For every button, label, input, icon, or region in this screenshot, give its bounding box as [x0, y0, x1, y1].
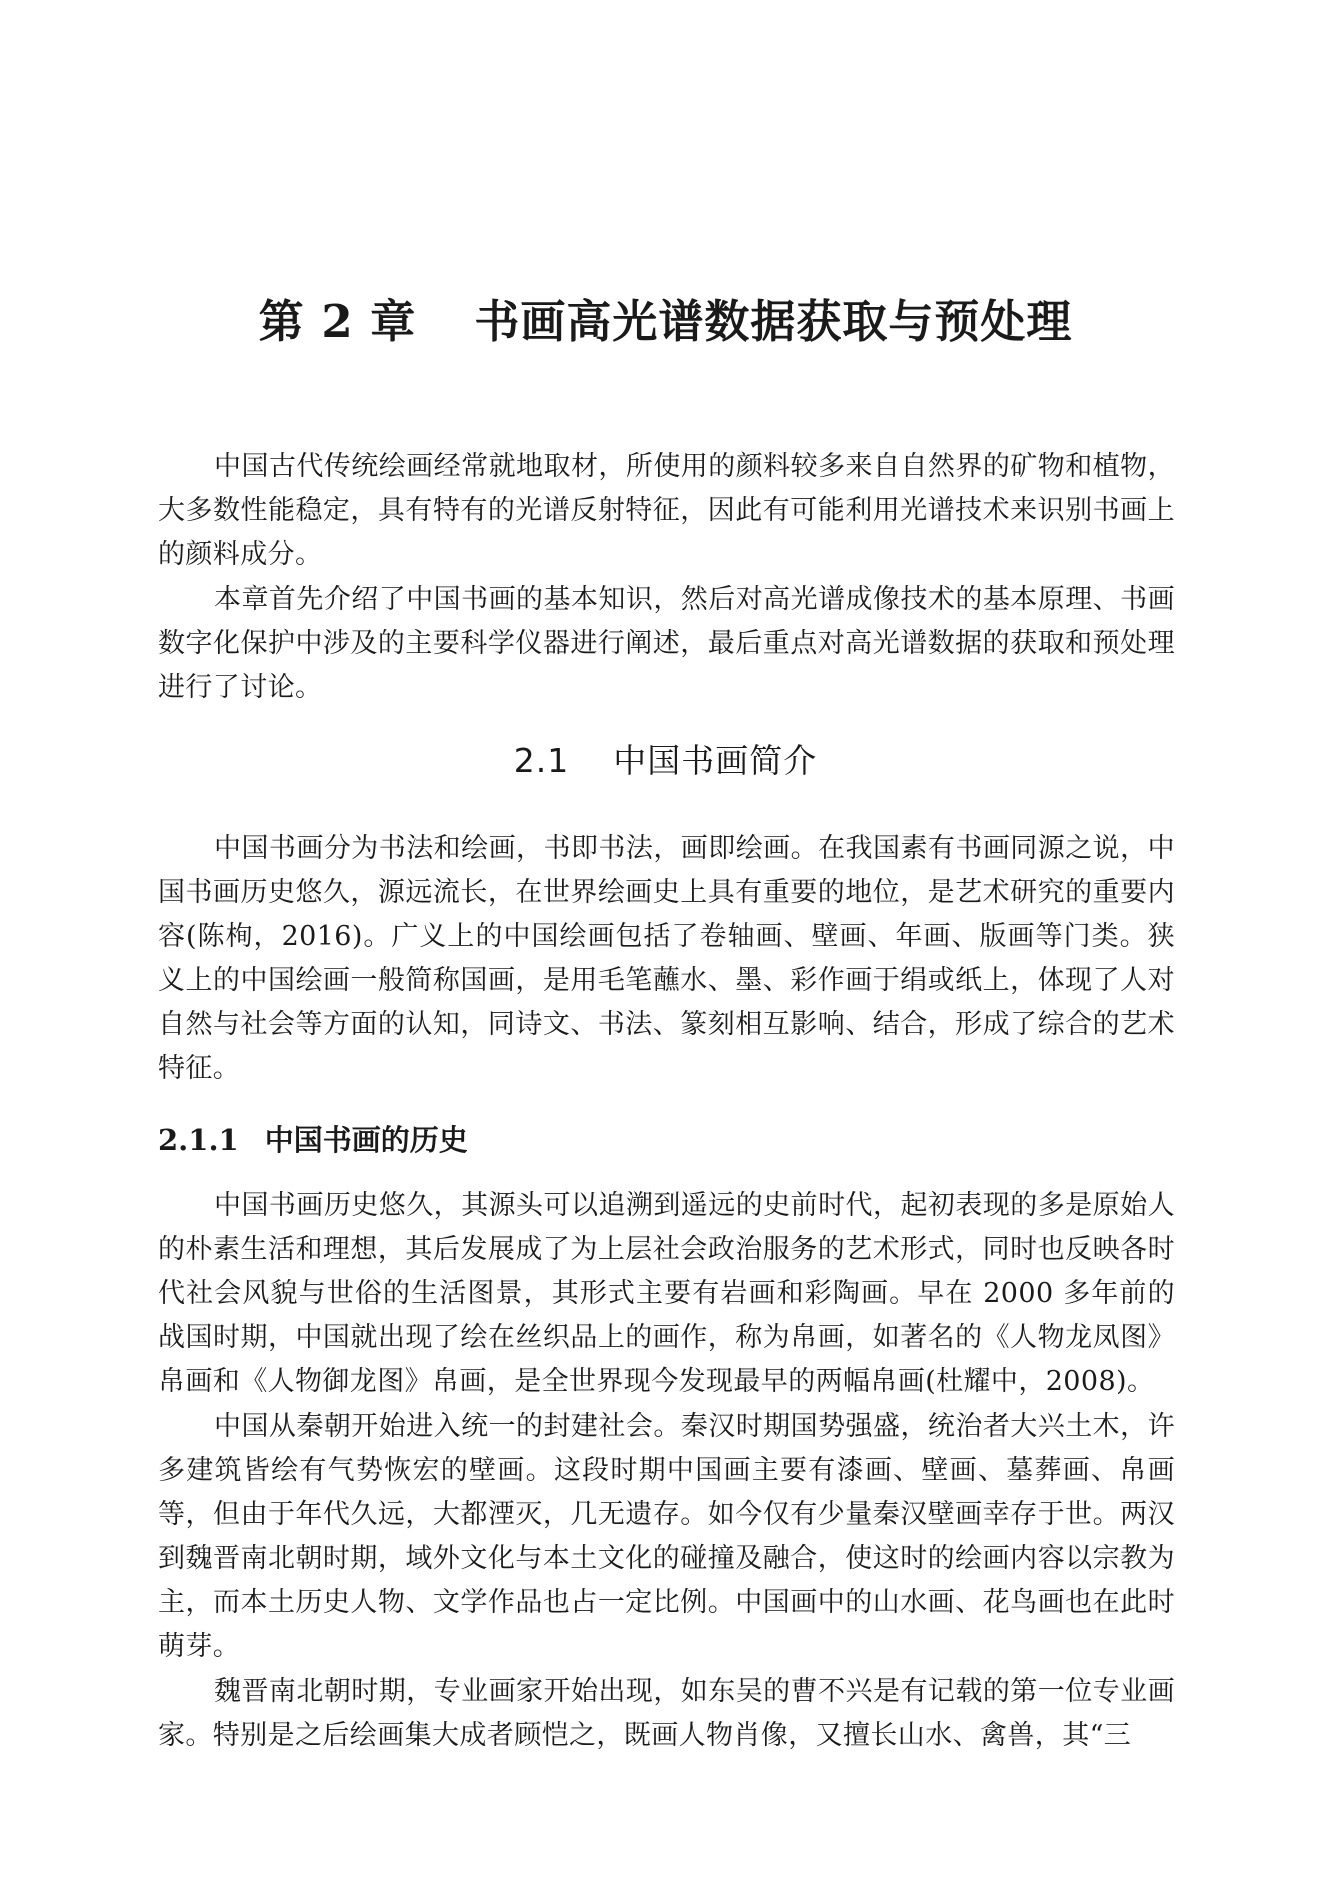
- section-paragraph: 中国书画分为书法和绘画，书即书法，画即绘画。在我国素有书画同源之说，中国书画历史悠久，源远流长，在世界绘画史上具有重要的地位，是艺术研究的重要内容(陈栒，2016)。广义上的中国绘画包括了卷轴画、壁画、年画、版画等门类。狭义上的中国绘画一般简称国画，是用毛笔蘸水、墨、彩作画于绢或纸上，体现了人对自然与社会等方面的认知，同诗文、书法、篆刻相互影响、结合，形成了综合的艺术特征。: [158, 833, 1175, 1084]
- section-title: 中国书画简介: [613, 741, 818, 780]
- subsection-heading: [158, 1118, 468, 1162]
- subsection-paragraph: 中国从秦朝开始进入统一的封建社会。秦汉时期国势强盛，统治者大兴土木，许多建筑皆绘有气势恢宏的壁画。这段时期中国画主要有漆画、壁画、墓葬画、帛画等，但由于年代久远，大都湮灭，几无遗存。如今仅有少量秦汉壁画幸存于世。两汉到魏晋南北朝时期，域外文化与本土文化的碰撞及融合，使这时的绘画内容以宗教为主，而本土历史人物、文学作品也占一定比例。中国画中的山水画、花鸟画也在此时萌芽。: [158, 1411, 1175, 1662]
- section-heading: [0, 738, 1331, 784]
- subsection-body: [158, 1184, 1175, 1759]
- intro-paragraph: 本章首先介绍了中国书画的基本知识，然后对高光谱成像技术的基本原理、书画数字化保护中涉及的主要科学仪器进行阐述，最后重点对高光谱数据的获取和预处理进行了讨论。: [158, 584, 1175, 703]
- section-number: 2.1: [513, 741, 570, 780]
- subsection-paragraph: 魏晋南北朝时期，专业画家开始出现，如东吴的曹不兴是有记载的第一位专业画家。特别是之后绘画集大成者顾恺之，既画人物肖像，又擅长山水、禽兽，其“三: [158, 1676, 1175, 1751]
- chapter-heading: [0, 292, 1331, 352]
- section-body: [158, 827, 1175, 1092]
- chapter-number: 第 2 章: [258, 295, 417, 348]
- intro-paragraph: 中国古代传统绘画经常就地取材，所使用的颜料较多来自自然界的矿物和植物，大多数性能稳定，具有特有的光谱反射特征，因此有可能利用光谱技术来识别书画上的颜料成分。: [158, 451, 1175, 570]
- subsection-number: 2.1.1: [158, 1123, 239, 1157]
- chapter-title: 书画高光谱数据获取与预处理: [474, 295, 1073, 348]
- subsection-paragraph: 中国书画历史悠久，其源头可以追溯到遥远的史前时代，起初表现的多是原始人的朴素生活和理想，其后发展成了为上层社会政治服务的艺术形式，同时也反映各时代社会风貌与世俗的生活图景，其形式主要有岩画和彩陶画。早在 2000 多年前的战国时期，中国就出现了绘在丝织品上的画作，称为帛画，如著名的《人物龙凤图》帛画和《人物御龙图》帛画，是全世界现今发现最早的两幅帛画(杜耀中，2008)。: [158, 1190, 1175, 1397]
- subsection-title: 中国书画的历史: [264, 1123, 468, 1157]
- chapter-intro: [158, 445, 1175, 711]
